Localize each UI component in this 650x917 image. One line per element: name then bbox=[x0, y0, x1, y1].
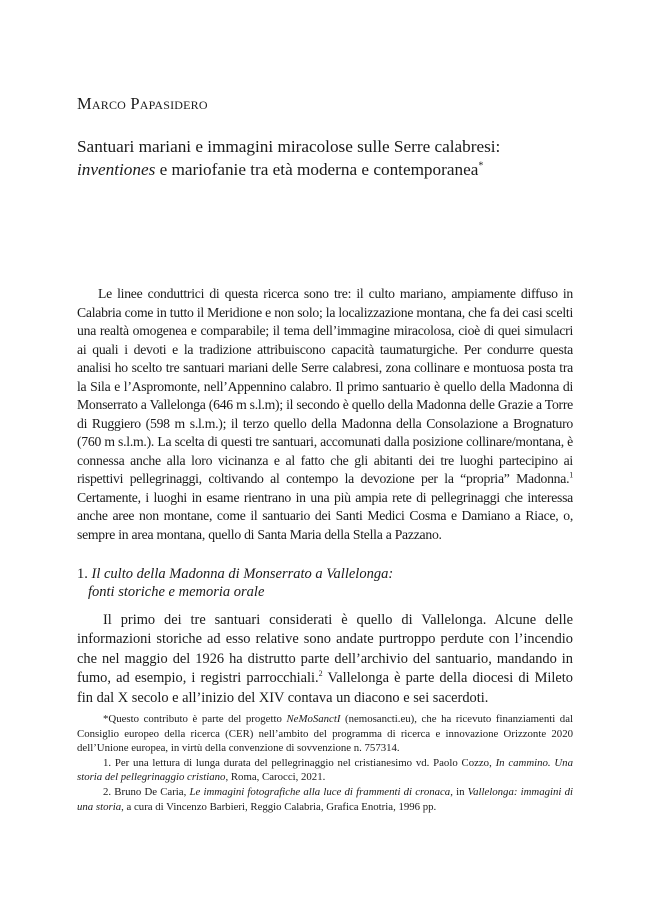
footnote-1 bbox=[77, 756, 573, 785]
title-line-2-rest: e mariofanie tra età moderna e contemporanea bbox=[155, 160, 479, 179]
footnote-ref-2[interactable]: 2 bbox=[318, 669, 323, 679]
footnote-star-project: NeMoSanctI bbox=[286, 713, 341, 725]
footnote-2-text-c: , a cura di Vincenzo Barbieri, Reggio Calabria, Grafica Enotria, 1996 pp. bbox=[121, 800, 437, 813]
intro-text-b: Certamente, i luoghi in esame rientrano in una più ampia rete di pellegrinaggi che interessa anche aree non montane, come il santuario dei Santi Medici Cosma e Damiano a Riace, o, sempre in area montana, quello di Santa Maria della Stella a Pazzano. bbox=[77, 489, 573, 542]
article-title bbox=[77, 135, 577, 181]
section-text-a: Il primo dei tre santuari considerati è quello di Vallelonga. Alcune delle informazioni storiche ad esso relative sono andate purtroppo perdute con l’incendio che nel maggio del 1926 ha distrutto parte dell’archivio del santuario, mandando in fumo, ad esempio, i registri parrocchiali. bbox=[77, 612, 573, 687]
footnote-2-article-title: Le immagini fotografiche alla luce di frammenti di cronaca bbox=[189, 785, 451, 798]
intro-paragraph bbox=[77, 285, 573, 544]
section-heading bbox=[77, 565, 393, 601]
section-text-b: Vallelonga è parte della diocesi di Mileto fin dal X secolo e all’inizio del XIV contava un diacono e sei sacerdoti. bbox=[77, 670, 573, 706]
footnote-star bbox=[77, 712, 573, 756]
section-number: 1. bbox=[77, 566, 88, 582]
footnote-2-text-a: 2. Bruno De Caria, bbox=[103, 785, 190, 798]
intro-text-a: Le linee conduttrici di questa ricerca sono tre: il culto mariano, ampiamente diffuso in Calabria come in tutto il Meridione e non solo; la localizzazione montana, che fa dei casi scelti una realtà omogenea e comparabile; il tema dell’immagine miracolosa, cioè di quei simulacri ai quali i devoti e la tradizione attribuiscono capacità taumaturgiche. Per condurre questa analisi ho scelto tre santuari mariani delle Serre calabresi, zona collinare e montuosa posta tra la Sila e l’Aspromonte, nell’Appennino calabro. Il primo santuario è quello della Madonna di Monserrato a Vallelonga (646 m s.l.m); il secondo è quello della Madonna delle Grazie a Torre di Ruggiero (598 m s.l.m.); il terzo quello della Madonna della Consolazione a Brognaturo (760 m s.l.m.). La scelta di questi tre santuari, accomunati dalla posizione collinare/montana, è connessa anche alla loro vicinanza e al fatto che gli abitanti dei tre luoghi partecipino ai rispettivi pellegrinaggi, coltivando al contempo la devozione per la “propria” Madonna. bbox=[77, 286, 573, 486]
footnote-2 bbox=[77, 785, 573, 814]
footnote-star-text-b: (nemosancti.eu), che ha ricevuto finanziamenti dal Consiglio europeo della ricerca (CER) nell’ambito del programma di ricerca e innovazione Orizzonte 2020 dell’Unione europea, in virtù della convenzione di sovvenzione n. 757314. bbox=[77, 713, 573, 755]
footnote-ref-1[interactable]: 1 bbox=[569, 470, 573, 480]
section-paragraph bbox=[77, 611, 573, 708]
footnote-1-book-title: In cammino. Una storia del pellegrinaggio cristiano bbox=[77, 756, 573, 784]
section-title-line-2: fonti storiche e memoria orale bbox=[88, 584, 265, 600]
title-line-2 bbox=[77, 158, 577, 181]
footnote-1-text-a: 1. Per una lettura di lunga durata del pellegrinaggio nel cristianesimo vd. Paolo Cozzo, bbox=[103, 756, 496, 769]
footnote-2-text-b: , in bbox=[450, 785, 468, 798]
footnote-2-book-title: Vallelonga: immagini di una storia bbox=[77, 785, 573, 813]
author-name: Marco Papasidero bbox=[77, 94, 208, 113]
section-title-line-1: Il culto della Madonna di Monserrato a Vallelonga: bbox=[91, 566, 394, 582]
title-italic-word: inventiones bbox=[77, 160, 156, 179]
footnotes bbox=[77, 712, 573, 814]
title-footnote-mark: * bbox=[478, 160, 484, 172]
footnote-star-text-a: *Questo contributo è parte del progetto bbox=[103, 713, 287, 725]
footnote-1-text-b: , Roma, Carocci, 2021. bbox=[225, 771, 326, 784]
title-line-1: Santuari mariani e immagini miracolose sulle Serre calabresi: bbox=[77, 137, 501, 156]
